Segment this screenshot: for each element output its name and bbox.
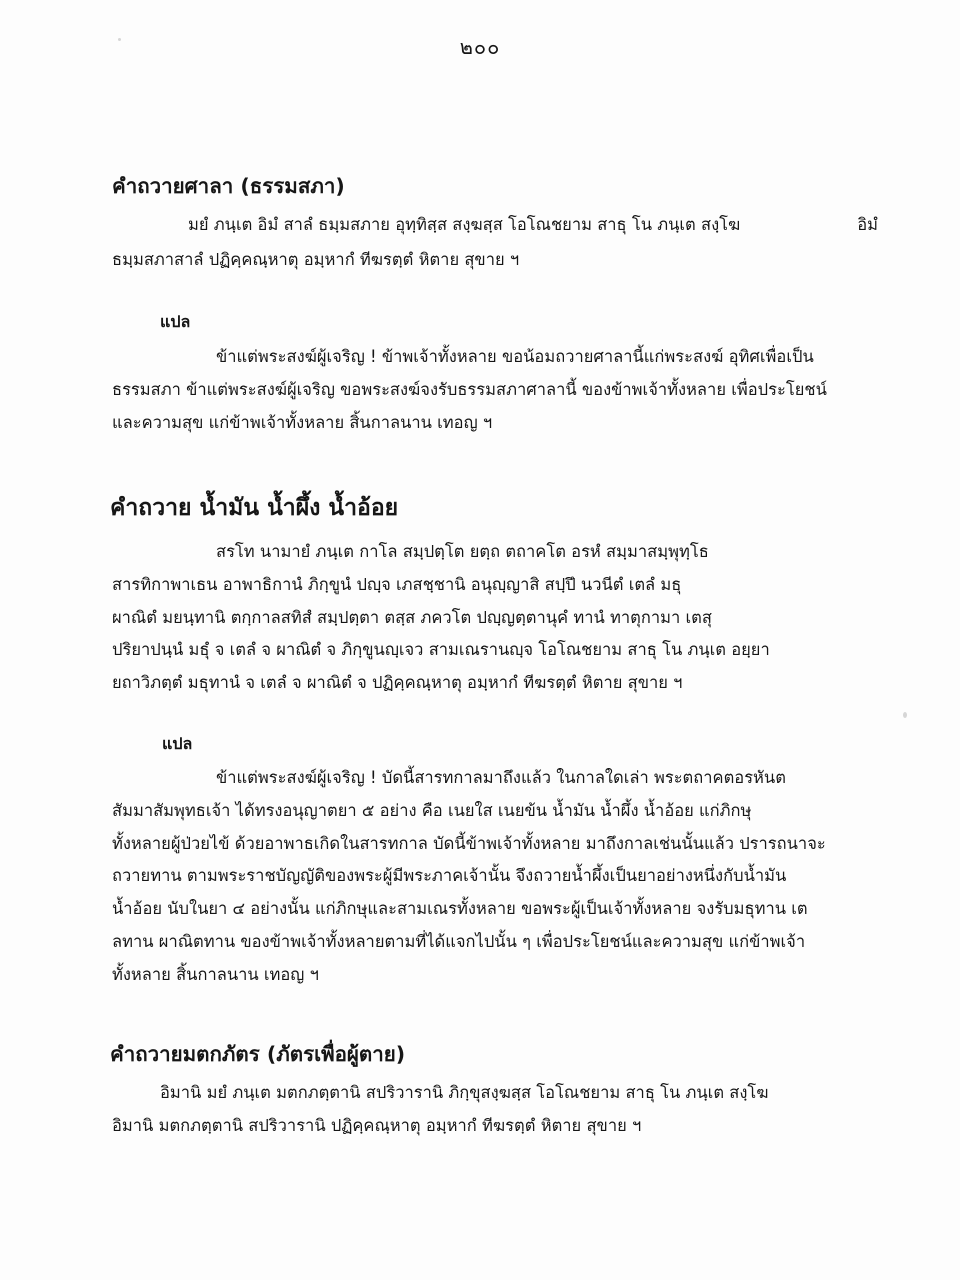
translation-line: ธรรมสภา ข้าแต่พระสงฆ์ผู้เจริญ ขอพระสงฆ์จงรับธรรมสภาศาลานี้ ของข้าพเจ้าทั้งหลาย เพื่อประโยชน์	[112, 380, 827, 399]
pali-line: สรโท นามายํ ภนฺเต กาโล สมฺปตฺโต ยตฺถ ตถาคโต อรหํ สมฺมาสมฺพุทฺโธ	[216, 542, 709, 561]
pali-text-b: อิมํ	[857, 215, 878, 234]
translation-label: แปล	[162, 734, 193, 753]
translation-line: ข้าแต่พระสงฆ์ผู้เจริญ ! บัดนี้สารทกาลมาถึงแล้ว ในกาลใดเล่า พระตถาคตอรหันต	[216, 768, 786, 787]
translation-line: ทั้งหลาย สิ้นกาลนาน เทอญ ฯ	[112, 965, 319, 984]
pali-line: สารทิกาพาเธน อาพาธิกานํ ภิกฺขูนํ ปญฺจ เภสชฺชานิ อนุญฺญาสิ สปฺปึ นวนีตํ เตลํ มธุ	[112, 575, 682, 594]
translation-line: และความสุข แก่ข้าพเจ้าทั้งหลาย สิ้นกาลนาน เทอญ ฯ	[112, 413, 493, 432]
page-number: ๒๐๐	[459, 35, 501, 59]
translation-line: ข้าแต่พระสงฆ์ผู้เจริญ ! ข้าพเจ้าทั้งหลาย ขอน้อมถวายศาลานี้แก่พระสงฆ์ อุทิศเพื่อเป็น	[216, 347, 814, 366]
section-heading: คำถวาย น้ำมัน น้ำผึ้ง น้ำอ้อย	[110, 495, 399, 521]
pali-line	[188, 213, 878, 237]
translation-line: ทั้งหลายผู้ป่วยไข้ ด้วยอาพาธเกิดในสารทกาล บัดนี้ข้าพเจ้าทั้งหลาย มาถึงกาลเช่นนั้นแล้ว ปรารถนาจะ	[112, 834, 826, 853]
translation-label: แปล	[160, 312, 191, 331]
scan-speck	[903, 712, 907, 718]
translation-line: สัมมาสัมพุทธเจ้า ได้ทรงอนุญาตยา ๕ อย่าง คือ เนยใส เนยข้น น้ำมัน น้ำผึ้ง น้ำอ้อย แก่ภิกษุ	[112, 801, 752, 820]
pali-line: ปริยาปนฺนํ มธุํ จ เตลํ จ ผาณิตํ จ ภิกฺขูนญฺเจว สามเณรานญฺจ โอโณชยาม สาธุ โน ภนฺเต อยฺยา	[112, 640, 770, 659]
pali-text-a: มยํ ภนฺเต อิมํ สาลํ ธมฺมสภาย อุทฺทิสฺส สงฺฆสฺส โอโณชยาม สาธุ โน ภนฺเต สงฺโฆ	[188, 215, 741, 234]
translation-line: ลทาน ผาณิตทาน ของข้าพเจ้าทั้งหลายตามที่ได้แจกไปนั้น ๆ เพื่อประโยชน์และความสุข แก่ข้าพเจ้า	[112, 932, 806, 951]
pali-line: อิมานิ มยํ ภนฺเต มตกภตฺตานิ สปริวารานิ ภิกฺขุสงฺฆสฺส โอโณชยาม สาธุ โน ภนฺเต สงฺโฆ	[160, 1083, 769, 1102]
translation-line: น้ำอ้อย นับในยา ๔ อย่างนั้น แก่ภิกษุและสามเณรทั้งหลาย ขอพระผู้เป็นเจ้าทั้งหลาย จงรับมธุทาน เต	[112, 899, 808, 918]
translation-line: ถวายทาน ตามพระราชบัญญัติของพระผู้มีพระภาคเจ้านั้น จึงถวายน้ำผึ้งเป็นยาอย่างหนึ่งกับน้ำมัน	[112, 866, 787, 885]
pali-line: อิมานิ มตกภตฺตานิ สปริวารานิ ปฏิคฺคณฺหาตุ อมฺหากํ ทีฆรตฺตํ หิตาย สุขาย ฯ	[112, 1116, 642, 1135]
section-heading: คำถวายมตกภัตร (ภัตรเพื่อผู้ตาย)	[110, 1042, 406, 1066]
pali-line: ยถาวิภตฺตํ มธุทานํ จ เตลํ จ ผาณิตํ จ ปฏิคฺคณฺหาตุ อมฺหากํ ทีฆรตฺตํ หิตาย สุขาย ฯ	[112, 673, 683, 692]
pali-line: ธมฺมสภาสาลํ ปฏิคฺคณฺหาตุ อมฺหากํ ทีฆรตฺตํ หิตาย สุขาย ฯ	[112, 250, 520, 269]
section-heading: คำถวายศาลา (ธรรมสภา)	[112, 174, 345, 198]
pali-line: ผาณิตํ มยนฺทานิ ตกฺกาลสทิสํ สมฺปตฺตา ตสฺส ภควโต ปญฺญตฺตานุคํ ทานํ ทาตุกามา เตสุ	[112, 608, 712, 627]
